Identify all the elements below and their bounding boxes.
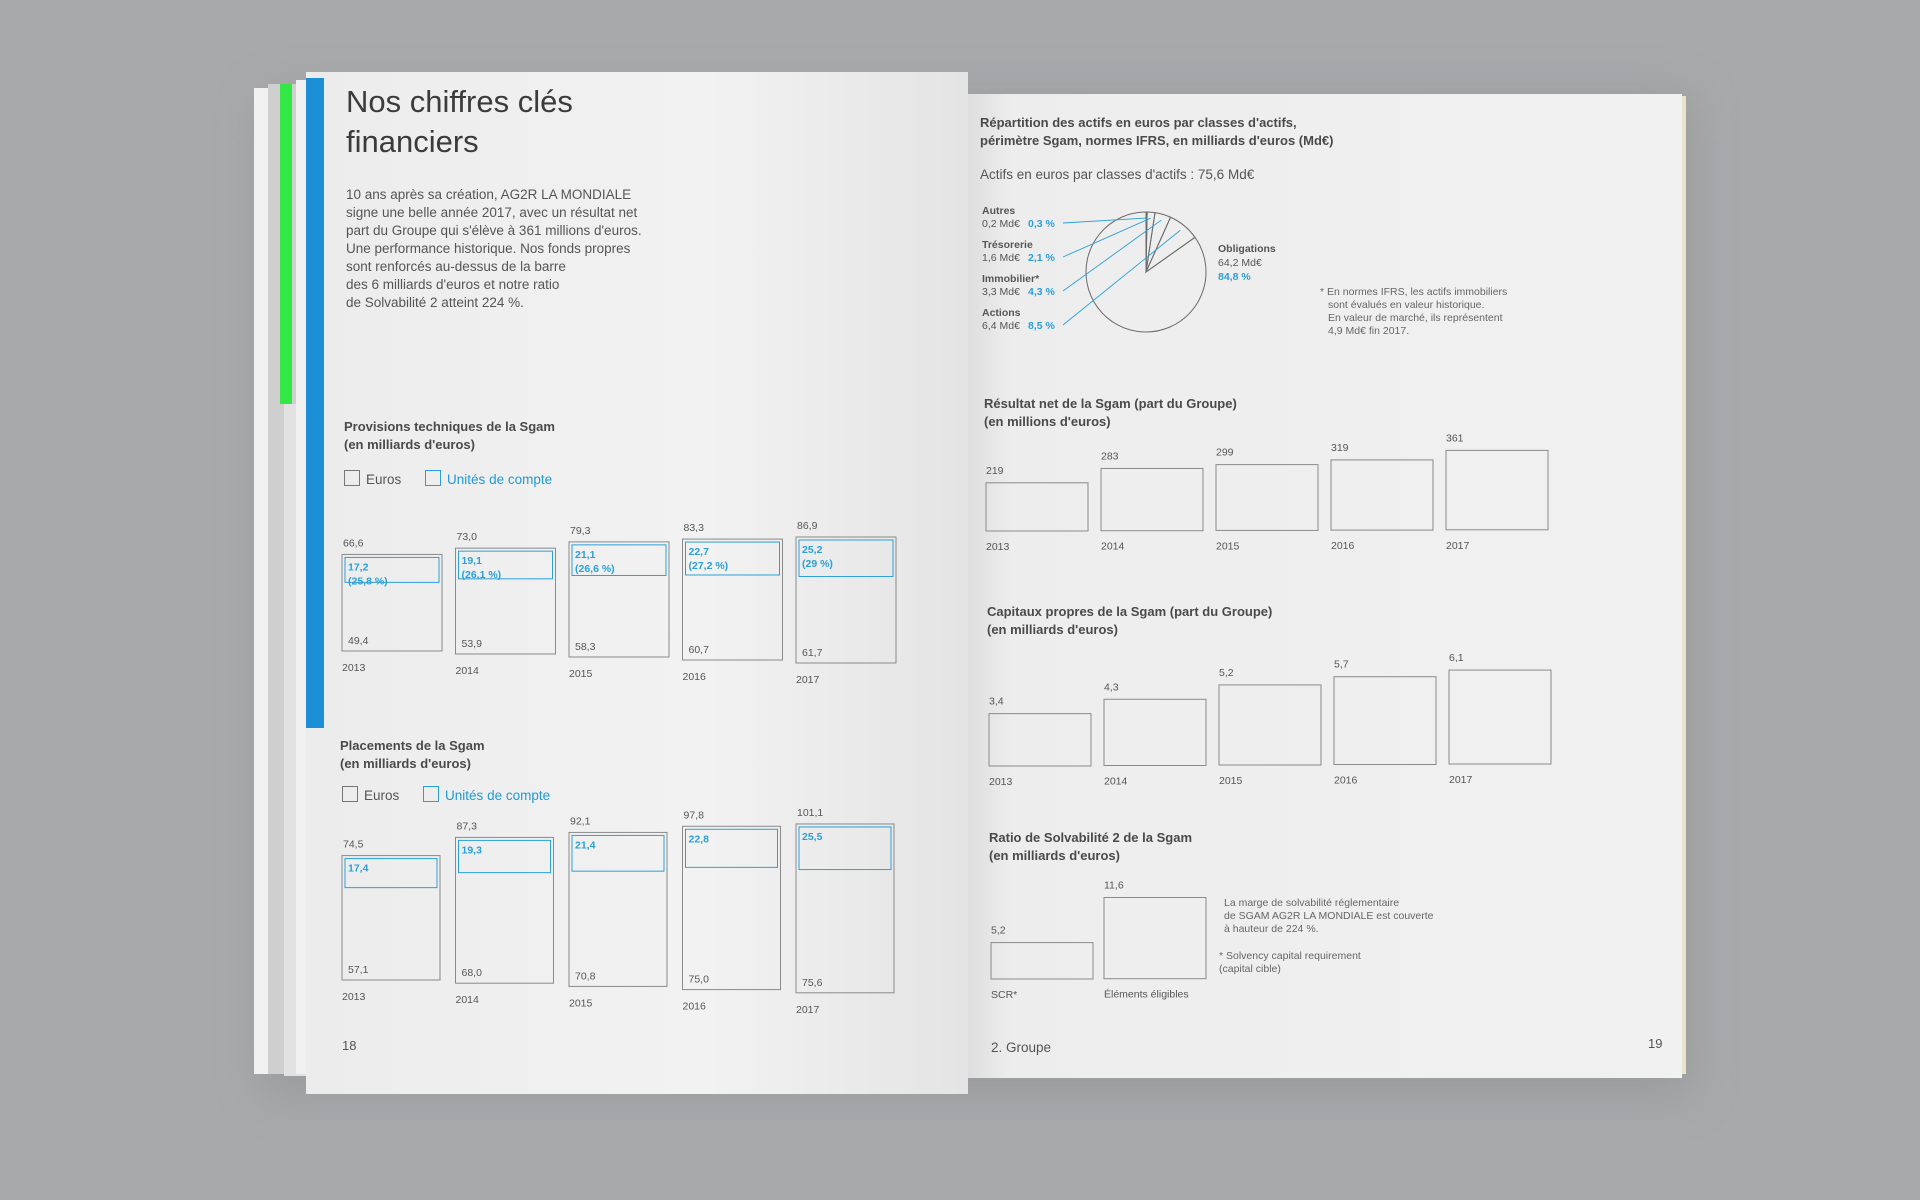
bar-category-label: 2017	[1446, 539, 1470, 552]
pie-slice-name: Immobilier*	[982, 273, 1040, 285]
bar-total	[456, 837, 554, 983]
bar-total-label: 92,1	[570, 815, 591, 828]
pie-slice-name: Obligations	[1218, 243, 1276, 255]
placements-chart	[330, 800, 920, 1030]
bar-total-label: 74,5	[343, 838, 364, 851]
blue-tab	[306, 78, 324, 728]
chart-title-line: Capitaux propres de la Sgam (part du Groupe)	[987, 604, 1273, 619]
chart-title-line: Placements de la Sgam	[340, 738, 485, 753]
intro-paragraph	[346, 186, 686, 312]
pie-leader-line	[1063, 230, 1180, 325]
bar-value-label: 4,3	[1104, 681, 1119, 694]
bar-value-label: 3,4	[989, 695, 1004, 708]
bar-total-label: 86,9	[797, 519, 818, 532]
bar-uc-label: 19,3	[461, 844, 482, 857]
bar-uc-label: 25,5	[802, 830, 823, 843]
bar-year-label: 2016	[682, 1000, 706, 1013]
intro-line: 10 ans après sa création, AG2R LA MONDIALE	[346, 187, 632, 202]
pie-slice-amount: 6,4 Md€	[982, 320, 1020, 332]
bar-euros-label: 75,0	[688, 973, 709, 986]
page-title	[346, 82, 666, 162]
bar-value-label: 5,2	[991, 924, 1006, 937]
bar	[1104, 699, 1206, 765]
intro-line: des 6 milliards d'euros et notre ratio	[346, 277, 560, 292]
solvabilite-chart-title	[989, 829, 1192, 865]
bar-euros-label: 58,3	[575, 641, 596, 653]
chart-title-line: (en milliards d'euros)	[987, 622, 1118, 637]
bar-euros-label: 68,0	[461, 967, 482, 980]
pie-slice-pct: 4,3 %	[1028, 286, 1055, 298]
section-label: 2. Groupe	[991, 1040, 1052, 1055]
bar-euros-label: 70,8	[575, 970, 596, 983]
bar-uc-label: 22,8	[688, 833, 709, 846]
chart-title-line: (en milliards d'euros)	[340, 756, 471, 771]
bar-total-label: 101,1	[797, 806, 824, 819]
bar-uc-label: 17,2	[348, 561, 369, 574]
bar	[1449, 670, 1551, 764]
legend-label-uc: Unités de compte	[447, 472, 553, 487]
bar-uc-label: 25,2	[802, 543, 823, 556]
note-line: de SGAM AG2R LA MONDIALE est couverte	[1224, 910, 1434, 922]
bar-category-label: 2016	[1331, 540, 1355, 553]
pie-slice-amount: 1,6 Md€	[982, 252, 1020, 264]
bar-category-label: 2013	[986, 541, 1010, 553]
intro-line: de Solvabilité 2 atteint 224 %.	[346, 295, 524, 310]
bar-total-label: 87,3	[456, 820, 477, 833]
bar-value-label: 6,1	[1449, 652, 1464, 665]
bar-uc-label: 19,1	[461, 555, 482, 568]
bar-value-label: 283	[1101, 450, 1119, 463]
chart-title-line: Ratio de Solvabilité 2 de la Sgam	[989, 830, 1193, 845]
bar	[1219, 685, 1321, 765]
bar-uc-share: (25,8 %)	[348, 575, 388, 588]
intro-line: part du Groupe qui s'élève à 361 millions d'euros.	[346, 223, 642, 238]
bar-year-label: 2014	[455, 665, 479, 677]
chart-title-line: périmètre Sgam, normes IFRS, en milliards d'euros (Md€)	[980, 133, 1334, 148]
bar	[1104, 898, 1206, 979]
note-line: 4,9 Md€ fin 2017.	[1328, 325, 1410, 337]
pie-slice-name: Trésorerie	[982, 239, 1033, 251]
bar-uc-label: 22,7	[688, 546, 709, 559]
bar-year-label: 2013	[342, 991, 366, 1003]
pie-slice	[1086, 212, 1206, 332]
actifs-note	[1320, 286, 1507, 338]
pie-slice-pct: 0,3 %	[1028, 218, 1055, 230]
bar-total	[796, 824, 894, 993]
bar-uc-label: 17,4	[348, 862, 369, 875]
bar-total-label: 73,0	[456, 531, 477, 544]
bar	[986, 483, 1088, 531]
bar-uc-share: (29 %)	[802, 557, 833, 570]
bar-year-label: 2013	[342, 662, 366, 674]
bar	[1446, 450, 1548, 529]
bar-category-label: 2015	[1216, 540, 1240, 553]
bar-category-label: 2017	[1449, 774, 1473, 786]
actifs-subtitle: Actifs en euros par classes d'actifs : 75,6 Md€	[980, 167, 1255, 182]
bar-total	[569, 832, 667, 986]
bar-year-label: 2014	[455, 994, 479, 1007]
resultat-chart	[980, 420, 1580, 560]
bar-uc-label: 21,4	[575, 839, 596, 852]
bar-total-label: 97,8	[683, 809, 704, 822]
intro-line: signe une belle année 2017, avec un résultat net	[346, 205, 638, 220]
bar	[1331, 460, 1433, 530]
bar-uc-share: (26,1 %)	[461, 569, 502, 582]
bar-total	[683, 826, 781, 989]
placements-chart-title	[340, 737, 485, 773]
title-line: financiers	[346, 124, 479, 159]
note-line: En valeur de marché, ils représentent	[1328, 312, 1503, 324]
solvabilite-chart	[985, 870, 1225, 1010]
bar-value-label: 361	[1446, 432, 1464, 445]
bar-value-label: 219	[986, 464, 1004, 477]
bar	[1216, 465, 1318, 531]
pie-slice-amount: 64,2 Md€	[1218, 257, 1262, 269]
bar-category-label: 2015	[1219, 775, 1243, 787]
note-line: à hauteur de 224 %.	[1224, 923, 1319, 935]
bar-category-label: 2014	[1101, 540, 1125, 553]
bar-euros-label: 49,4	[348, 635, 369, 647]
pie-slice-pct: 8,5 %	[1028, 320, 1055, 332]
bar-category-label: Éléments éligibles	[1104, 988, 1189, 1001]
note-line: La marge de solvabilité réglementaire	[1224, 897, 1400, 909]
chart-title-line: (en milliards d'euros)	[344, 437, 475, 452]
chart-title-line: (en milliards d'euros)	[989, 848, 1120, 863]
bar-category-label: 2014	[1104, 775, 1128, 788]
green-tab	[280, 84, 292, 404]
note-line: * En normes IFRS, les actifs immobiliers	[1320, 286, 1508, 298]
bar-uc-share: (27,2 %)	[688, 560, 729, 573]
bar-value-label: 11,6	[1104, 879, 1124, 892]
bar-category-label: SCR*	[991, 989, 1018, 1001]
bar-euros-label: 53,9	[461, 638, 482, 650]
intro-line: sont renforcés au-dessus de la barre	[346, 259, 566, 274]
bar	[991, 943, 1093, 979]
intro-line: Une performance historique. Nos fonds propres	[346, 241, 631, 256]
bar-year-label: 2015	[569, 997, 593, 1010]
pie-slice-name: Autres	[982, 205, 1016, 217]
bar-value-label: 319	[1331, 441, 1349, 454]
legend-swatch-uc	[425, 470, 441, 486]
bar-category-label: 2016	[1334, 774, 1358, 787]
actifs-chart-title	[980, 114, 1333, 150]
chart-title-line: Résultat net de la Sgam (part du Groupe)	[984, 396, 1237, 411]
bar	[1101, 468, 1203, 530]
chart-title-line: (en millions d'euros)	[984, 414, 1111, 429]
bar-total-label: 66,6	[343, 537, 364, 550]
bar-euros-label: 75,6	[802, 976, 823, 989]
bar-year-label: 2016	[682, 671, 706, 683]
bar-year-label: 2017	[796, 674, 820, 686]
pie-slice-amount: 0,2 Md€	[982, 218, 1020, 230]
solvabilite-footnote	[1219, 950, 1361, 976]
capitaux-chart	[980, 625, 1580, 790]
bar-year-label: 2017	[796, 1003, 820, 1016]
bar-value-label: 5,2	[1219, 666, 1234, 679]
page-number-left: 18	[342, 1038, 357, 1053]
page-edge	[1682, 96, 1686, 1074]
provisions-legend	[344, 470, 572, 487]
bar-total-label: 83,3	[683, 522, 704, 535]
bar-euros-label: 60,7	[688, 644, 709, 656]
legend-swatch-euros	[344, 470, 360, 486]
bar	[989, 714, 1091, 766]
bar-value-label: 5,7	[1334, 658, 1349, 671]
bar-euros-label: 57,1	[348, 964, 369, 976]
title-line: Nos chiffres clés	[346, 84, 573, 119]
legend-label-euros: Euros	[366, 472, 402, 487]
bar	[1334, 677, 1436, 765]
chart-title-line: Provisions techniques de la Sgam	[344, 419, 555, 434]
solvabilite-note	[1224, 897, 1434, 936]
pie-slice-pct: 84,8 %	[1218, 271, 1251, 283]
provisions-chart-title	[344, 418, 555, 454]
bar-value-label: 299	[1216, 446, 1234, 459]
note-line: (capital cible)	[1219, 963, 1281, 975]
bar-total-label: 79,3	[570, 524, 591, 537]
bar-euros-label: 61,7	[802, 647, 823, 659]
bar-uc-label: 21,1	[575, 548, 596, 561]
pie-slice-amount: 3,3 Md€	[982, 286, 1020, 298]
provisions-chart	[330, 490, 920, 690]
page-number-right: 19	[1648, 1036, 1663, 1051]
legend-label-uc: Unités de compte	[445, 788, 551, 803]
note-line: sont évalués en valeur historique.	[1328, 299, 1485, 311]
pie-leader-line	[1063, 218, 1147, 223]
chart-title-line: Répartition des actifs en euros par classes d'actifs,	[980, 115, 1297, 130]
note-line: * Solvency capital requirement	[1219, 950, 1361, 962]
pie-slice-pct: 2,1 %	[1028, 252, 1055, 264]
bar-year-label: 2015	[569, 668, 593, 680]
pie-slice-name: Actions	[982, 307, 1021, 319]
bar-uc-share: (26,6 %)	[575, 562, 615, 575]
bar-category-label: 2013	[989, 776, 1013, 788]
legend-label-euros: Euros	[364, 788, 400, 803]
